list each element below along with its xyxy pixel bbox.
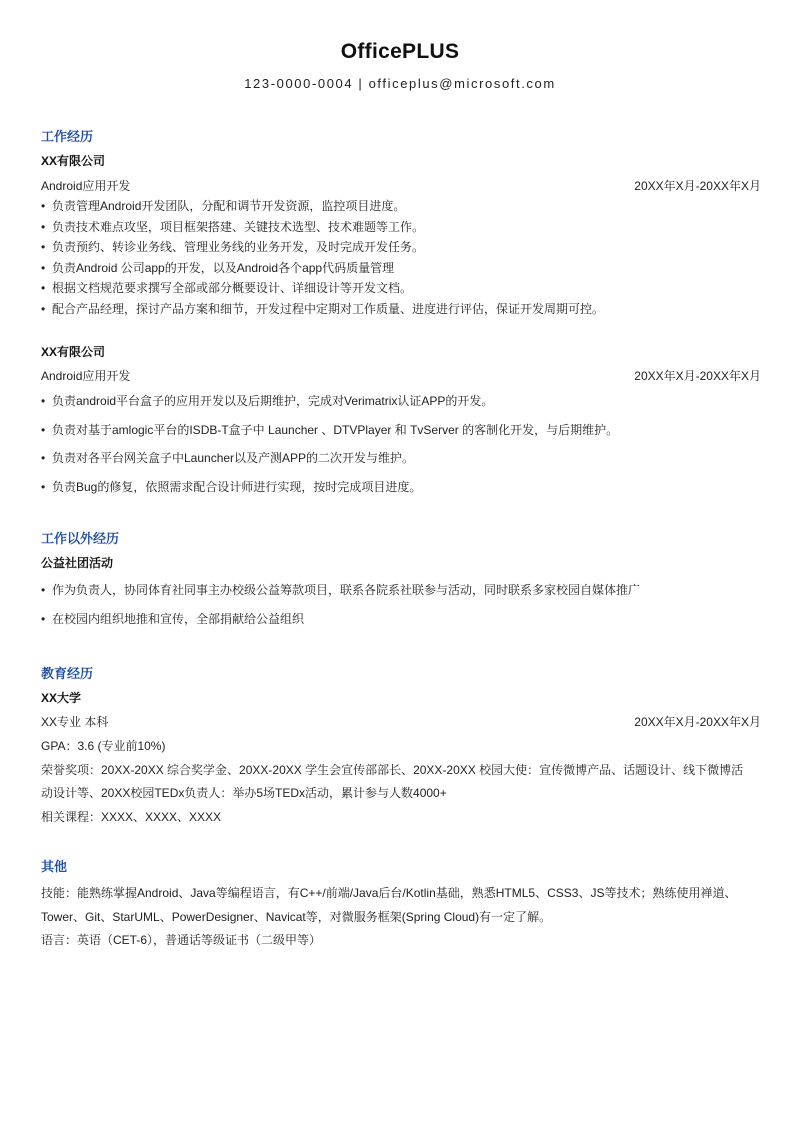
company-name: XX有限公司 [41, 345, 106, 359]
job-role: Android应用开发 [41, 179, 131, 193]
list-item: • 负责对各平台网关盒子中Launcher以及产测APP的二次开发与维护。 [41, 444, 761, 473]
list-item: • 配合产品经理，探讨产品方案和细节，开发过程中定期对工作质量、进度进行评估，保证开发周期可控。 [41, 299, 761, 320]
courses-text: 相关课程：XXXX、XXXX、XXXX [41, 809, 222, 824]
major-row [41, 712, 761, 732]
major: XX专业 本科 [41, 715, 109, 729]
list-item: • 根据文档规范要求撰写全部或部分概要设计、详细设计等开发文档。 [41, 278, 761, 299]
job-date: 20XX年X月-20XX年X月 [634, 179, 761, 193]
list-item: • 在校园内组织地推和宣传，全部捐献给公益组织 [41, 605, 761, 634]
skills-line-1: 技能：能熟练掌握Android、Java等编程语言，有C++/前端/Java后台/Kotlin基础，熟悉HTML5、CSS3、JS等技术；熟练使用禅道、 [41, 886, 737, 900]
extra-activities-list [41, 576, 761, 633]
other-section [41, 857, 761, 951]
section-title-work: 工作经历 [41, 129, 94, 144]
section-title-other: 其他 [41, 859, 68, 874]
job-entry-2 [41, 342, 761, 501]
resume-name: OfficePLUS [340, 40, 460, 63]
list-item: • 负责预约、转诊业务线、管理业务线的业务开发，及时完成开发任务。 [41, 237, 761, 258]
section-title-extra: 工作以外经历 [41, 531, 120, 546]
job-role-row [41, 366, 761, 386]
language-text: 语言：英语（CET-6），普通话等级证书（二级甲等） [41, 933, 322, 947]
company-name: XX有限公司 [41, 154, 106, 168]
list-item: • 负责Bug的修复，依照需求配合设计师进行实现，按时完成项目进度。 [41, 473, 761, 502]
org-name: 公益社团活动 [41, 556, 114, 570]
school-name: XX大学 [41, 691, 82, 705]
honors-line-2: 动设计等、20XX校园TEDx负责人：举办5场TEDx活动，累计参与人数4000+ [41, 786, 447, 800]
job-role: Android应用开发 [41, 369, 131, 383]
list-item: • 负责对基于amlogic平台的ISDB-T盒子中 Launcher 、DTVPlayer 和 TvServer 的客制化开发，与后期维护。 [41, 416, 761, 445]
honors-line-1: 荣誉奖项：20XX-20XX 综合奖学金、20XX-20XX 学生会宣传部部长、20XX-20XX 校园大使：宣传微博产品、话题设计、线下微博活 [41, 762, 744, 777]
job-role-row [41, 176, 761, 196]
work-section [41, 127, 761, 147]
skills-line-2: Tower、Git、StarUML、PowerDesigner、Navicat等，对微服务框架(Spring Cloud)有一定了解。 [41, 909, 552, 924]
list-item: • 负责技术难点攻坚，项目框架搭建、关键技术选型、技术难题等工作。 [41, 217, 761, 238]
list-item: • 负责管理Android开发团队，分配和调节开发资源，监控项目进度。 [41, 196, 761, 217]
job-duties-list [41, 387, 761, 501]
gpa-text: GPA：3.6 (专业前10%) [41, 739, 166, 753]
job-duties-list [41, 196, 761, 319]
education-section [41, 664, 761, 827]
list-item: • 负责Android 公司app的开发，以及Android各个app代码质量管理 [41, 258, 761, 279]
extra-section [41, 529, 761, 633]
section-title-education: 教育经历 [41, 666, 94, 681]
contact-info: 123-0000-0004 | officeplus@microsoft.com [244, 76, 556, 91]
job-entry-1 [41, 151, 761, 319]
list-item: • 作为负责人，协同体育社同事主办校级公益筹款项目，联系各院系社联参与活动，同时联系多家校园自媒体推广 [41, 576, 761, 605]
list-item: • 负责android平台盒子的应用开发以及后期维护，完成对Verimatrix认证APP的开发。 [41, 387, 761, 416]
job-date: 20XX年X月-20XX年X月 [634, 369, 761, 383]
education-date: 20XX年X月-20XX年X月 [634, 715, 761, 729]
